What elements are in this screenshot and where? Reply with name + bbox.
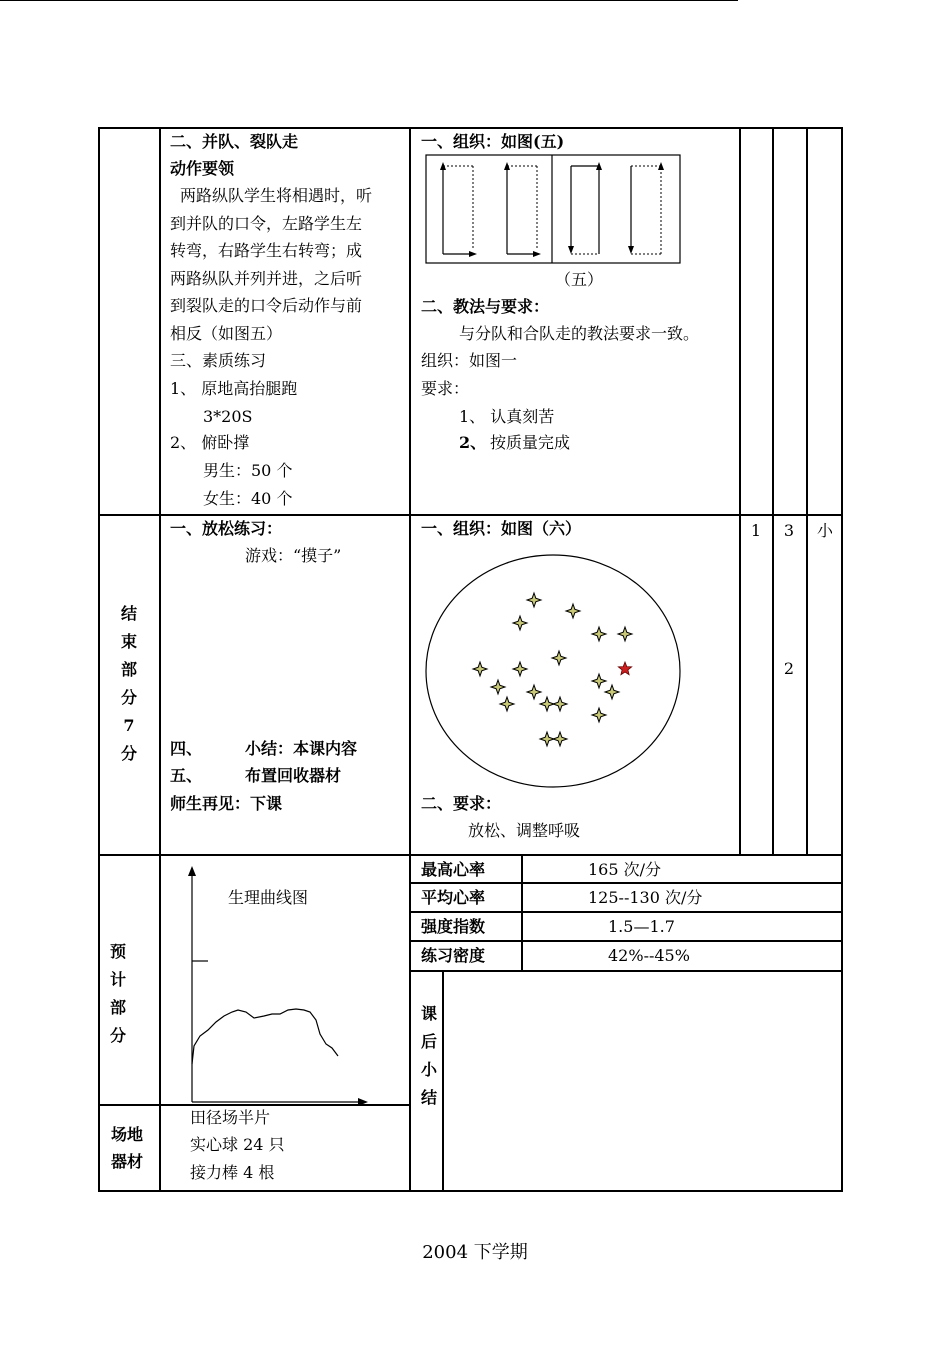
section-title-merge-split: 二、并队、裂队走 (170, 132, 299, 151)
stat-label: 练习密度 (421, 946, 486, 965)
student-star-icon (473, 662, 487, 676)
student-star-icon (553, 732, 567, 746)
student-star-icon (566, 604, 580, 618)
exercise-detail: 男生：50 个 (203, 461, 293, 480)
student-star-icon (491, 680, 505, 694)
stat-value: 42%--45% (608, 946, 690, 965)
organization-title: 一、组织：如图(五) (421, 132, 565, 151)
collect-number: 五、 (170, 766, 203, 785)
requirement-title-6: 二、要求： (421, 794, 502, 813)
student-star-icon (605, 685, 619, 699)
method-title: 二、教法与要求： (421, 297, 550, 316)
figure-5-caption: （五） (555, 270, 604, 289)
cell-count-a: 1 (750, 521, 762, 540)
footer-semester: 2004 下学期 (422, 1242, 528, 1263)
stat-value: 165 次/分 (588, 860, 662, 879)
game-name: 游戏：“摸子” (245, 546, 342, 565)
section-label-ending: 结 束 部 分 7 分 (120, 604, 137, 763)
equipment-label: 器材 (111, 1152, 144, 1171)
student-star-icon (618, 627, 632, 641)
stat-label: 强度指数 (421, 917, 486, 936)
requirement-title: 要求： (421, 379, 470, 398)
stat-label: 平均心率 (421, 888, 486, 907)
equipment-item: 接力棒 4 根 (190, 1163, 275, 1182)
instruction-line: 转弯，右路学生右转弯；成 (170, 241, 363, 260)
stat-value: 1.5—1.7 (608, 917, 675, 936)
summary-text: 小结：本课内容 (245, 739, 358, 758)
requirement-text-6: 放松、调整呼吸 (468, 821, 581, 840)
stat-label: 最高心率 (421, 860, 486, 879)
requirement-number: 2、 (459, 433, 487, 452)
student-star-icon (527, 685, 541, 699)
curve-title: 生理曲线图 (228, 888, 309, 907)
exercise-item: 1、 原地高抬腿跑 (170, 379, 298, 398)
catcher-star-icon (618, 662, 631, 675)
student-star-icon (513, 616, 527, 630)
section-label-forecast: 预 计 部 分 (109, 942, 126, 1045)
top-rule (0, 0, 738, 1)
instruction-line: 到并队的口令，左路学生左 (170, 214, 363, 233)
figure-5-diagram (425, 154, 683, 266)
collect-text: 布置回收器材 (245, 766, 342, 785)
method-text: 与分队和合队走的教法要求一致。 (459, 324, 700, 343)
requirement-item: 1、 认真刻苦 (459, 407, 555, 426)
stat-value: 125--130 次/分 (588, 888, 703, 907)
instruction-line: 两路纵队并列并进，之后听 (170, 269, 363, 288)
summary-number: 四、 (170, 739, 203, 758)
instruction-line: 相反（如图五） (170, 324, 283, 343)
cell-intensity: 小 (816, 521, 833, 540)
student-star-icon (552, 651, 566, 665)
student-star-icon (513, 662, 527, 676)
quality-title: 三、素质练习 (170, 351, 267, 370)
exercise-detail: 3*20S (203, 407, 253, 426)
cell-count-b: 3 (783, 521, 795, 540)
farewell-text: 师生再见：下课 (170, 794, 283, 813)
exercise-detail: 女生：40 个 (203, 489, 293, 508)
instruction-line: 两路纵队学生将相遇时，听 (180, 186, 373, 205)
student-star-icon (527, 593, 541, 607)
instruction-line: 到裂队走的口令后动作与前 (170, 296, 363, 315)
student-star-icon (553, 697, 567, 711)
student-star-icon (500, 697, 514, 711)
student-star-icon (592, 627, 606, 641)
cell-count-b2: 2 (783, 659, 795, 678)
key-points-title: 动作要领 (170, 159, 235, 178)
relax-title: 一、放松练习： (170, 519, 283, 538)
student-star-icon (592, 708, 606, 722)
exercise-item: 2、 俯卧撑 (170, 433, 250, 452)
figure-6-circle-diagram (424, 553, 684, 793)
organization-title-6: 一、组织：如图（六） (421, 519, 582, 538)
requirement-item: 按质量完成 (490, 433, 571, 452)
equipment-item: 田径场半片 (190, 1108, 271, 1127)
equipment-item: 实心球 24 只 (190, 1135, 285, 1154)
student-star-icon (592, 674, 606, 688)
venue-label: 场地 (111, 1125, 144, 1144)
organization-text: 组织：如图一 (421, 351, 518, 370)
post-class-summary-label: 课 后 小 结 (420, 1004, 437, 1107)
